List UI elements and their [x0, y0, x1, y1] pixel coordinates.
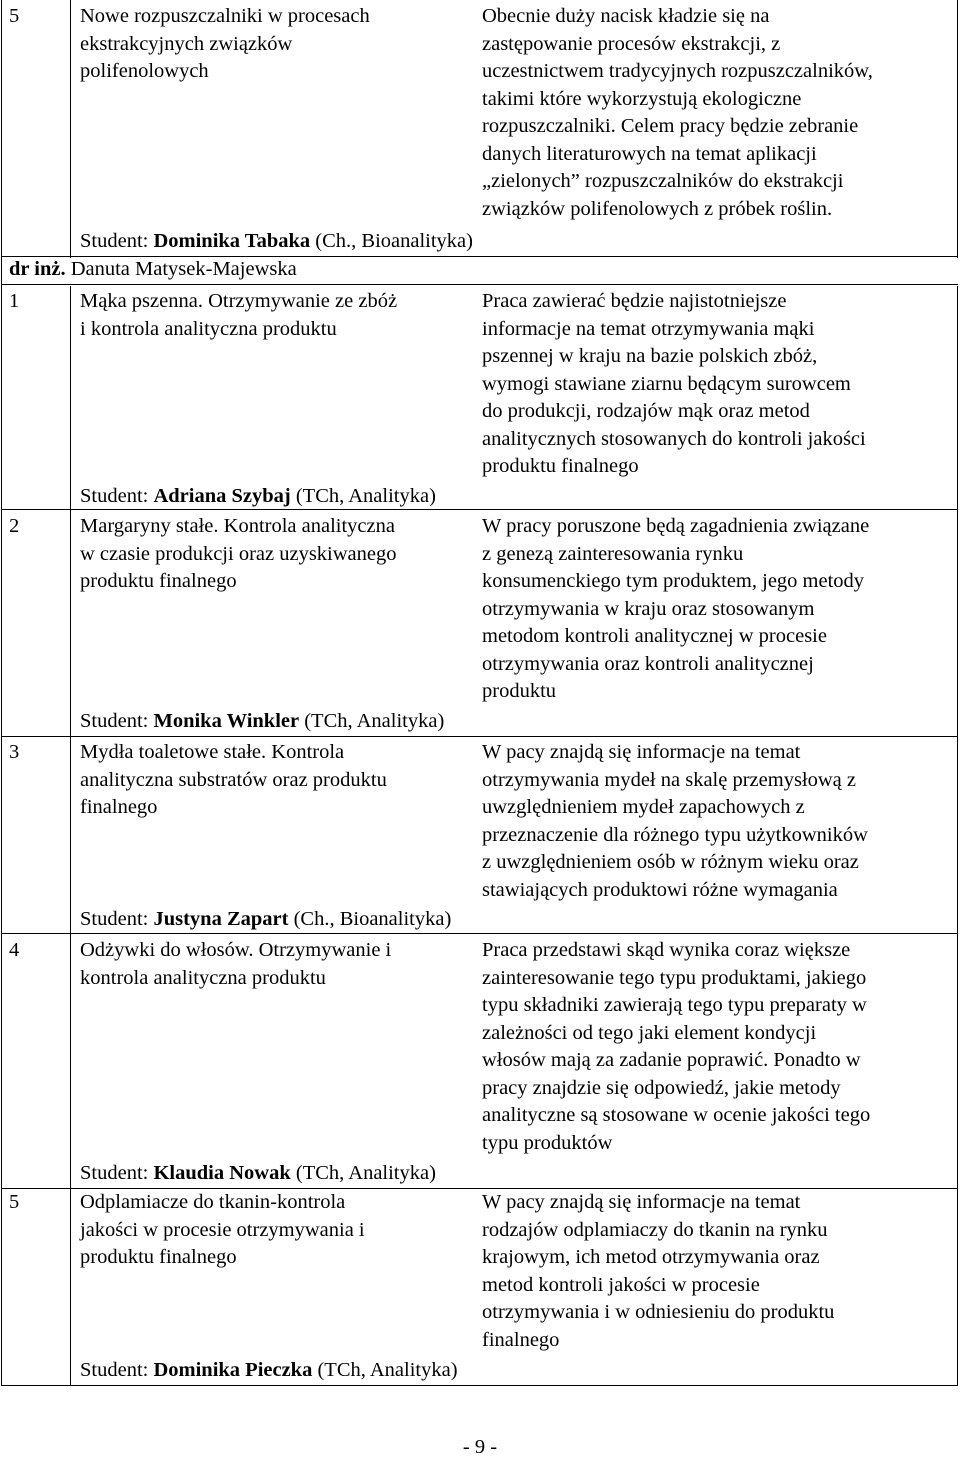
topic-description	[482, 739, 947, 904]
topic-title-line: analityczna substratów oraz produktu	[80, 768, 387, 791]
student-name: Dominika Pieczka	[153, 1359, 313, 1381]
student-line	[80, 228, 473, 256]
desc-line: analitycznych stosowanych do kontroli jakości	[482, 427, 866, 450]
student-program: (TCh, Analityka)	[290, 485, 436, 507]
desc-line: W pacy znajdą się informacje na temat	[482, 1191, 801, 1213]
student-program: (TCh, Analityka)	[290, 1162, 436, 1184]
topic-title-line: kontrola analityczna produktu	[80, 966, 326, 989]
student-line	[80, 1160, 436, 1188]
desc-line: finalnego	[482, 1328, 560, 1351]
topic-title-line: Nowe rozpuszczalniki w procesach	[80, 5, 370, 27]
table-border-right	[957, 0, 958, 258]
student-program: (Ch., Bioanalityka)	[310, 230, 473, 252]
student-prefix: Student:	[80, 485, 154, 507]
topic-number: 2	[9, 515, 20, 537]
student-prefix: Student:	[80, 908, 154, 930]
desc-line: pszennej w kraju na bazie polskich zbóż,	[482, 345, 818, 367]
student-line	[80, 1357, 458, 1385]
student-program: (Ch., Bioanalityka)	[288, 908, 452, 930]
desc-line: otrzymywania oraz kontroli analitycznej	[482, 652, 814, 675]
student-line	[80, 708, 444, 736]
desc-line: związków polifenolowych z próbek roślin.	[482, 197, 833, 220]
desc-line: typu składniki zawierają tego typu preparaty w	[482, 994, 867, 1016]
desc-line: W pacy znajdą się informacje na temat	[482, 741, 801, 763]
desc-line: Praca przedstawi skąd wynika coraz większe	[482, 939, 851, 961]
supervisor-header	[9, 256, 297, 284]
student-name: Adriana Szybaj	[153, 485, 291, 507]
topic-title-line: finalnego	[80, 796, 158, 818]
desc-line: produktu finalnego	[482, 455, 639, 477]
supervisor-name: Danuta Matysek-Majewska	[70, 258, 297, 280]
desc-line: włosów mają za zadanie poprawić. Ponadto w	[482, 1049, 861, 1071]
topic-title	[80, 937, 470, 992]
desc-line: wymogi stawiane ziarnu będącym surowcem	[482, 372, 851, 395]
topic-number: 4	[9, 939, 20, 961]
desc-line: stawiających produktowi różne wymagania	[482, 878, 838, 901]
table-border-left	[1, 0, 2, 1386]
desc-line: takimi które wykorzystują ekologiczne	[482, 87, 802, 110]
desc-line: otrzymywania i w odniesieniu do produktu	[482, 1301, 835, 1323]
desc-line: produktu	[482, 680, 557, 702]
desc-line: przeznaczenie dla różnego typu użytkowników	[482, 823, 868, 846]
student-name: Justyna Zapart	[153, 908, 289, 930]
table-col-divider	[70, 286, 71, 1386]
topic-number: 3	[9, 741, 20, 763]
supervisor-title: dr inż.	[9, 258, 71, 280]
desc-line: krajowym, ich metod otrzymywania oraz	[482, 1246, 820, 1268]
desc-line: Praca zawierać będzie najistotniejsze	[482, 290, 787, 312]
desc-line: otrzymywania mydeł na skalę przemysłową z	[482, 768, 856, 791]
topic-description	[482, 1189, 947, 1354]
desc-line: analityczne są stosowane w ocenie jakości tego	[482, 1104, 871, 1126]
topic-title-line: Mąka pszenna. Otrzymywanie ze zbóż	[80, 290, 398, 312]
topic-title	[80, 288, 470, 343]
topic-number: 1	[9, 290, 20, 312]
desc-line: zastępowanie procesów ekstrakcji, z	[482, 32, 781, 55]
topic-title-line: produktu finalnego	[80, 570, 237, 592]
student-line	[80, 483, 436, 511]
student-prefix: Student:	[80, 1359, 154, 1381]
topic-title-line: jakości w procesie otrzymywania i	[80, 1218, 365, 1241]
desc-line: „zielonych” rozpuszczalników do ekstrakcji	[482, 170, 844, 192]
topic-title	[80, 513, 470, 596]
student-line	[80, 906, 451, 934]
student-prefix: Student:	[80, 710, 154, 732]
desc-line: rodzajów odplamiaczy do tkanin na rynku	[482, 1218, 828, 1241]
topic-title	[80, 739, 470, 822]
desc-line: uczestnictwem tradycyjnych rozpuszczalników,	[482, 60, 873, 82]
topic-title-line: Margaryny stałe. Kontrola analityczna	[80, 515, 395, 537]
desc-line: zainteresowanie tego typu produktami, jakiego	[482, 966, 867, 989]
student-prefix: Student:	[80, 230, 154, 252]
desc-line: otrzymywania w kraju oraz stosowanym	[482, 597, 815, 620]
desc-line: z uwzględnieniem osób w różnym wieku oraz	[482, 851, 859, 873]
table-col-divider	[70, 0, 71, 258]
student-program: (TCh, Analityka)	[312, 1359, 458, 1381]
desc-line: typu produktów	[482, 1131, 613, 1154]
desc-line: metod kontroli jakości w procesie	[482, 1273, 760, 1296]
desc-line: metodom kontroli analitycznej w procesie	[482, 625, 827, 647]
topic-title-line: i kontrola analityczna produktu	[80, 317, 337, 340]
desc-line: do produkcji, rodzajów mąk oraz metod	[482, 400, 810, 422]
desc-line: z genezą zainteresowania rynku	[482, 542, 744, 565]
student-name: Monika Winkler	[153, 710, 300, 732]
student-prefix: Student:	[80, 1162, 154, 1184]
student-name: Klaudia Nowak	[153, 1162, 291, 1184]
desc-line: rozpuszczalniki. Celem pracy będzie zebranie	[482, 115, 859, 137]
page-number: - 9 -	[462, 1436, 498, 1458]
topic-title-line: ekstrakcyjnych związków	[80, 32, 293, 55]
topic-description	[482, 288, 947, 481]
desc-line: pracy znajdzie się odpowiedź, jakie metody	[482, 1076, 841, 1099]
desc-line: W pracy poruszone będą zagadnienia związane	[482, 515, 870, 537]
desc-line: danych literaturowych na temat aplikacji	[482, 142, 817, 165]
row-divider	[1, 284, 958, 285]
topic-title-line: w czasie produkcji oraz uzyskiwanego	[80, 542, 397, 565]
topic-description	[482, 937, 947, 1157]
row-divider	[1, 736, 958, 737]
topic-description	[482, 513, 947, 706]
topic-title-line: polifenolowych	[80, 60, 209, 82]
topic-title	[80, 1189, 470, 1272]
student-name: Dominika Tabaka	[153, 230, 311, 252]
table-border-bottom	[1, 1385, 958, 1386]
topic-number: 5	[9, 1191, 20, 1213]
topic-number: 5	[9, 5, 20, 27]
desc-line: uwzględnieniem mydeł zapachowych z	[482, 796, 805, 818]
topic-description	[482, 3, 947, 223]
desc-line: informacje na temat otrzymywania mąki	[482, 317, 815, 340]
topic-title	[80, 3, 470, 86]
table-border-right	[957, 286, 958, 1386]
desc-line: konsumenckiego tym produktem, jego metody	[482, 570, 865, 592]
topic-title-line: produktu finalnego	[80, 1246, 237, 1268]
topic-title-line: Odżywki do włosów. Otrzymywanie i	[80, 939, 392, 961]
desc-line: zależności od tego jaki element kondycji	[482, 1021, 817, 1044]
topic-title-line: Mydła toaletowe stałe. Kontrola	[80, 741, 345, 763]
topic-title-line: Odplamiacze do tkanin-kontrola	[80, 1191, 346, 1213]
student-program: (TCh, Analityka)	[299, 710, 445, 732]
desc-line: Obecnie duży nacisk kładzie się na	[482, 5, 770, 27]
